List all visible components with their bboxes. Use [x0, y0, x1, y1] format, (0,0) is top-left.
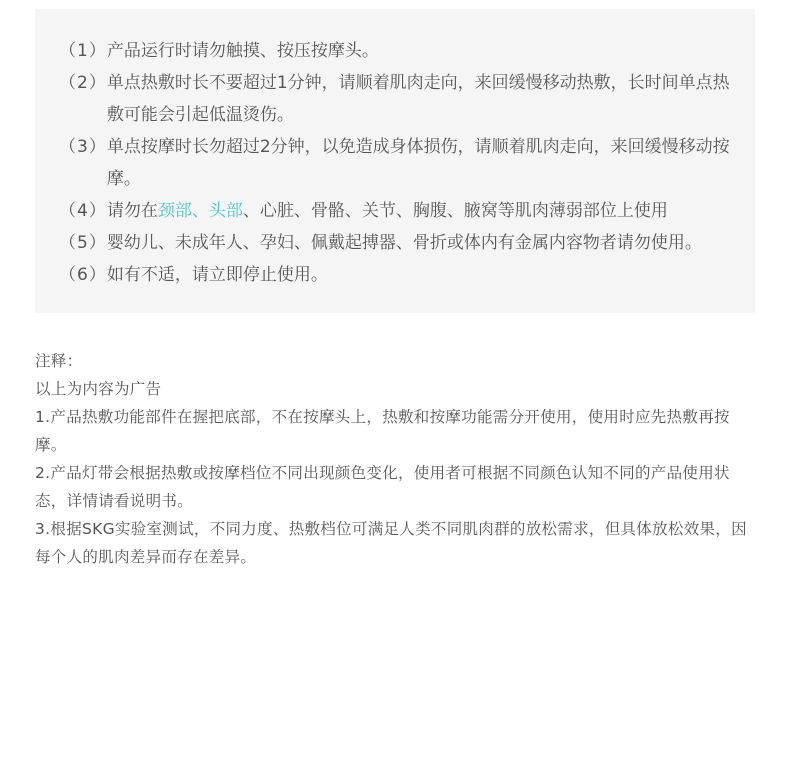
warning-number: （5） — [59, 233, 107, 253]
warning-highlight-text: 颈部、头部 — [157, 201, 243, 221]
notes-section — [35, 347, 760, 571]
warning-text — [107, 195, 735, 227]
warning-number: （6） — [59, 265, 107, 285]
warning-item — [59, 195, 735, 227]
note-item-2: 2.产品灯带会根据热敷或按摩档位不同出现颜色变化，使用者可根据不同颜色认知不同的产品使用状态，详情请看说明书。 — [35, 464, 730, 510]
warning-number: （3） — [59, 137, 107, 157]
warning-text-part: 请勿在 — [106, 201, 158, 221]
warning-text-part: 单点热敷时长不要超过1分钟，请顺着肌肉走向，来回缓慢移动热敷，长时间单点热敷可能会引起低温烫伤。 — [106, 73, 730, 125]
note-item-3: 3.根据SKG实验室测试，不同力度、热敷档位可满足人类不同肌肉群的放松需求，但具体放松效果，因每个人的肌肉差异而存在差异。 — [35, 520, 747, 566]
warning-item — [59, 227, 735, 259]
warning-item — [59, 259, 735, 291]
warning-text-part: 产品运行时请勿触摸、按压按摩头。 — [106, 41, 379, 61]
warning-item — [59, 67, 735, 131]
warning-text — [107, 35, 735, 67]
warning-text-part: 婴幼儿、未成年人、孕妇、佩戴起搏器、骨折或体内有金属内容物者请勿使用。 — [106, 233, 702, 253]
warning-text — [107, 259, 735, 291]
warning-box — [35, 9, 755, 313]
warning-number: （4） — [59, 201, 107, 221]
warning-item — [59, 131, 735, 195]
warning-text — [107, 131, 735, 195]
warning-text-part: 如有不适，请立即停止使用。 — [106, 265, 328, 285]
warning-text-part: 单点按摩时长勿超过2分钟，以免造成身体损伤，请顺着肌肉走向，来回缓慢移动按摩。 — [106, 137, 730, 189]
warning-number: （2） — [59, 73, 107, 93]
note-item-1: 1.产品热敷功能部件在握把底部，不在按摩头上，热敷和按摩功能需分开使用，使用时应先热敷再按摩。 — [35, 408, 730, 454]
notes-subheading: 以上为内容为广告 — [35, 380, 162, 398]
warning-text — [107, 67, 735, 131]
notes-heading: 注释： — [35, 352, 83, 370]
warning-number: （1） — [59, 41, 107, 61]
warning-item — [59, 35, 735, 67]
warning-text — [107, 227, 735, 259]
warning-text-part: 、心脏、骨骼、关节、胸腹、腋窝等肌肉薄弱部位上使用 — [242, 201, 668, 221]
